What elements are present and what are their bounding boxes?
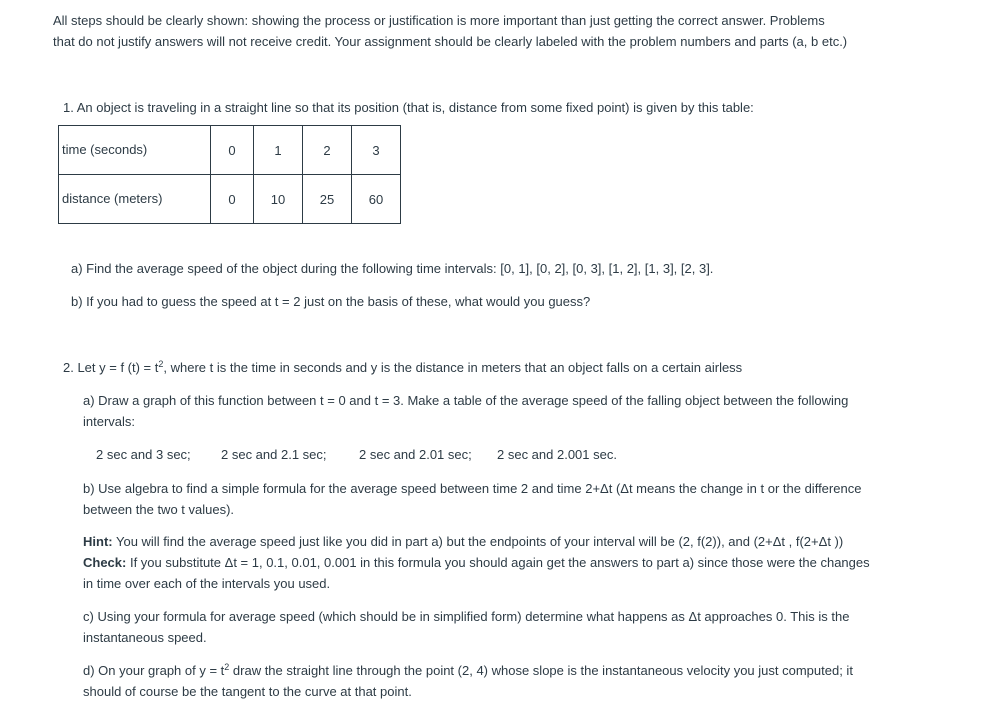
- intro-line-2: that do not justify answers will not receive credit. Your assignment should be clearly labeled with the problem numbers and parts (a, b etc.): [53, 34, 848, 49]
- hint-label: Hint:: [83, 534, 113, 549]
- part-d-post: draw the straight line through the point (2, 4) whose slope is the instantaneous velocity you just computed; it should of course be the tangent to the curve at that point.: [83, 663, 853, 699]
- table-cell: 10: [254, 175, 303, 224]
- intro-line-1: All steps should be clearly shown: showing the process or justification is more important than just getting the correct answer. Problems: [53, 13, 825, 28]
- check: [83, 552, 883, 594]
- table-cell: 1: [254, 126, 303, 175]
- interval-3: 2 sec and 2.01 sec;: [359, 447, 472, 462]
- table-cell: 25: [303, 175, 352, 224]
- position-table: [58, 125, 401, 224]
- problem-2-part-a: a) Draw a graph of this function between t = 0 and t = 3. Make a table of the average speed of the falling object between the following intervals:: [83, 393, 849, 429]
- check-text: If you substitute Δt = 1, 0.1, 0.01, 0.001 in this formula you should again get the answers to part a) since those were the changes in time over each of the intervals you used.: [83, 555, 870, 591]
- problem-2-statement-pre: 2. Let y = f (t) = t: [63, 360, 159, 375]
- table-row: [59, 175, 401, 224]
- problem-2-part-d: [83, 660, 853, 702]
- part-d-exponent: 2: [224, 662, 230, 672]
- table-row: [59, 126, 401, 175]
- problem-2-part-c: c) Using your formula for average speed (which should be in simplified form) determine what happens as Δt approaches 0. This is the instantaneous speed.: [83, 609, 850, 645]
- problem-2-exponent: 2: [158, 359, 164, 369]
- table-cell: 2: [303, 126, 352, 175]
- table-cell: 60: [352, 175, 401, 224]
- table-cell: 0: [211, 175, 254, 224]
- check-label: Check:: [83, 555, 127, 570]
- problem-1-part-a: a) Find the average speed of the object during the following time intervals: [0, 1], [0, 2], [0, 3], [1, 2], [1, 3], [2, 3].: [71, 261, 714, 276]
- table-cell: 3: [352, 126, 401, 175]
- problem-1-part-b: b) If you had to guess the speed at t = 2 just on the basis of these, what would you guess?: [71, 294, 591, 309]
- problem-2-part-b: b) Use algebra to find a simple formula for the average speed between time 2 and time 2+Δt (Δt means the change in t or the difference between the two t values).: [83, 481, 862, 517]
- hint: [83, 531, 843, 552]
- problem-1-statement: 1. An object is traveling in a straight line so that its position (that is, distance from some fixed point) is given by this table:: [63, 100, 754, 115]
- distance-label: distance (meters): [59, 175, 211, 224]
- problem-2-statement: [63, 357, 742, 378]
- part-d-pre: d) On your graph of y = t: [83, 663, 225, 678]
- table-cell: 0: [211, 126, 254, 175]
- interval-2: 2 sec and 2.1 sec;: [221, 447, 327, 462]
- interval-1: 2 sec and 3 sec;: [96, 447, 191, 462]
- time-label: time (seconds): [59, 126, 211, 175]
- interval-4: 2 sec and 2.001 sec.: [497, 447, 617, 462]
- problem-2-statement-post: , where t is the time in seconds and y is the distance in meters that an object falls on a certain airless: [163, 360, 743, 375]
- hint-text: You will find the average speed just like you did in part a) but the endpoints of your interval will be (2, f(2)), and (2+Δt , f(2+Δt )): [112, 534, 844, 549]
